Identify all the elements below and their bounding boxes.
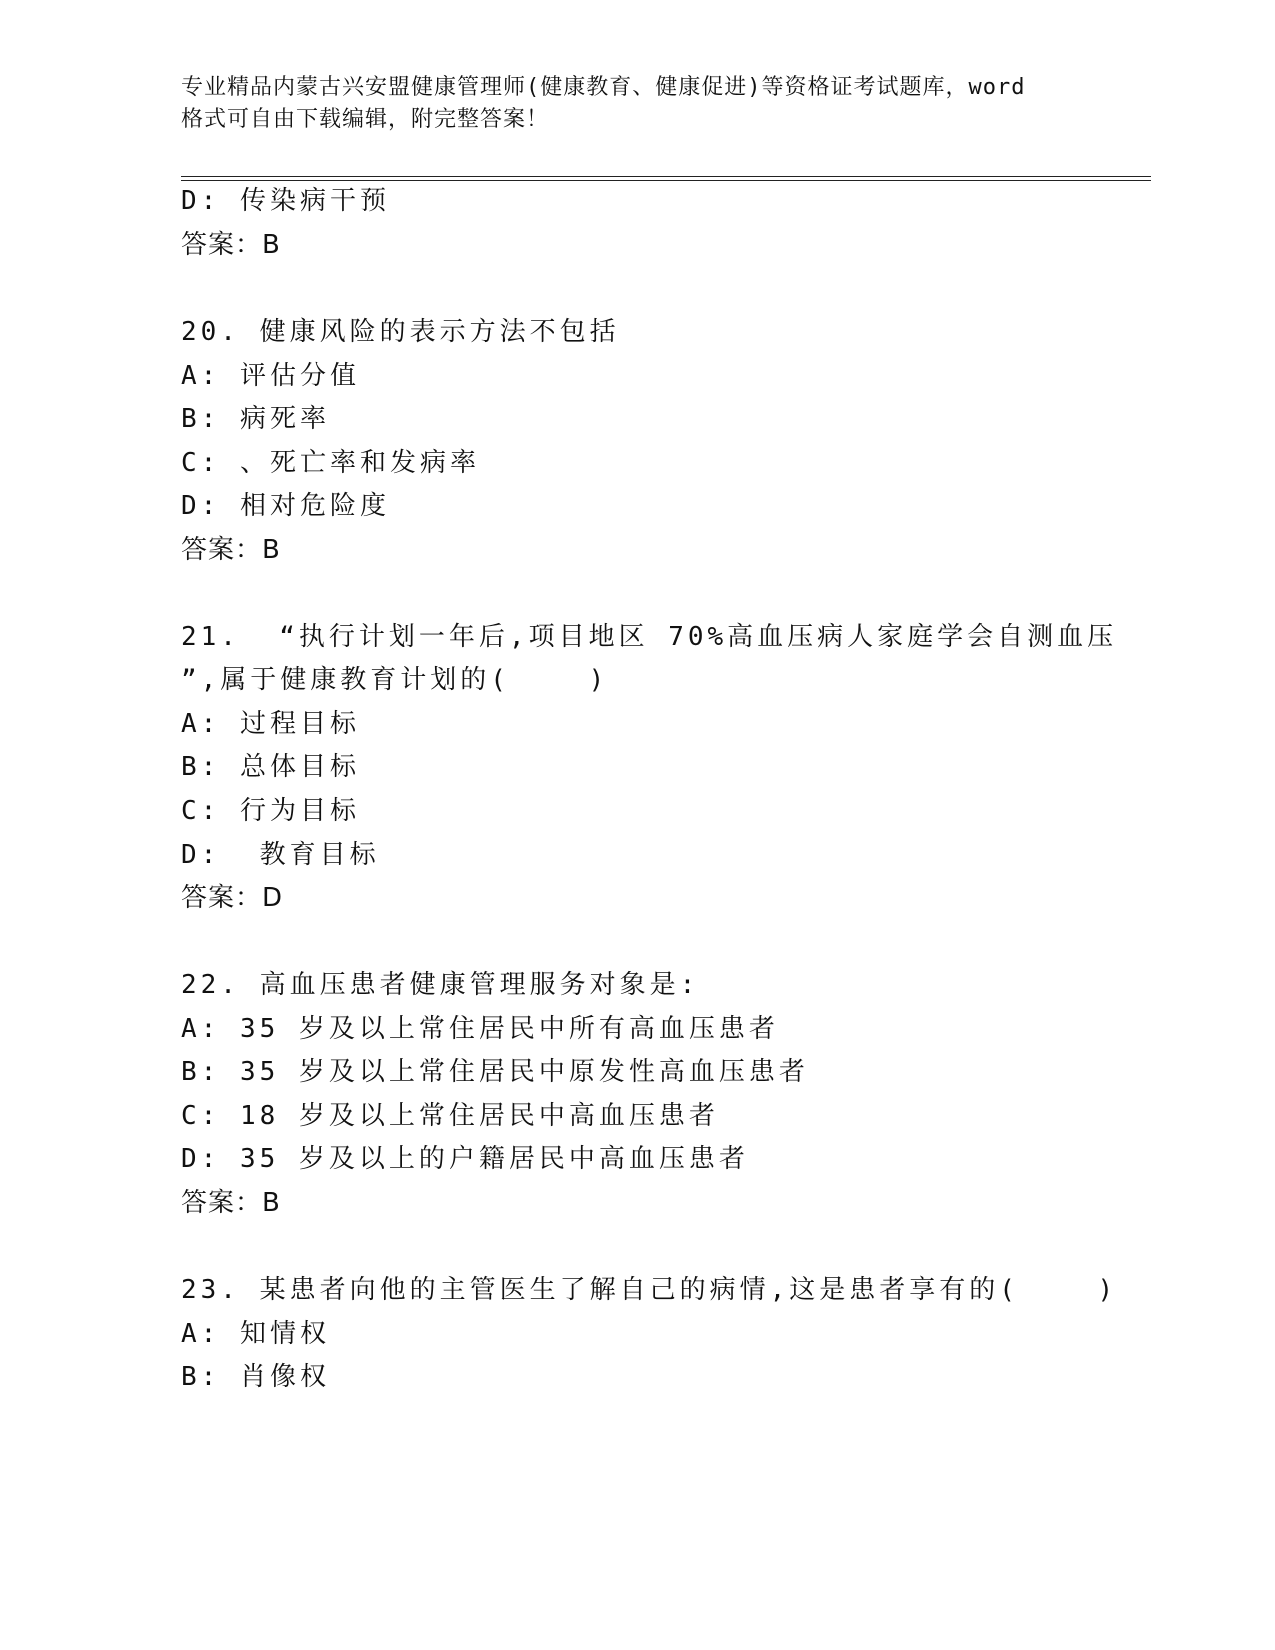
q23-option-b: B: 肖像权: [181, 1362, 330, 1392]
q22-option-a: A: 35 岁及以上常住居民中所有高血压患者: [181, 1014, 779, 1044]
q19-answer: 答案：B: [181, 230, 281, 260]
q20-option-b: B: 病死率: [181, 404, 330, 434]
header-line-2: 格式可自由下载编辑，附完整答案！: [181, 107, 550, 132]
q22-option-c: C: 18 岁及以上常住居民中高血压患者: [181, 1101, 719, 1131]
document-header: [181, 72, 1081, 136]
q21-option-d: D: 教育目标: [181, 840, 380, 870]
q20-option-a: A: 评估分值: [181, 361, 360, 391]
q21-stem-line-2: ”,属于健康教育计划的( ): [181, 665, 609, 695]
q20-option-c: C: 、死亡率和发病率: [181, 448, 480, 478]
q22-stem: 22. 高血压患者健康管理服务对象是:: [181, 970, 700, 1000]
q20-option-d: D: 相对危险度: [181, 491, 390, 521]
q21-stem-line-1: 21. “执行计划一年后,项目地区 70%高血压病人家庭学会自测血压: [181, 622, 1118, 652]
q19-option-d: D: 传染病干预: [181, 186, 390, 216]
header-line-1: 专业精品内蒙古兴安盟健康管理师(健康教育、健康促进)等资格证考试题库，word: [181, 75, 1026, 100]
q22-option-d: D: 35 岁及以上的户籍居民中高血压患者: [181, 1144, 749, 1174]
q20-answer: 答案：B: [181, 535, 281, 565]
q21-option-a: A: 过程目标: [181, 709, 360, 739]
q20-stem: 20. 健康风险的表示方法不包括: [181, 317, 620, 347]
q23-stem: 23. 某患者向他的主管医生了解自己的病情,这是患者享有的( ): [181, 1275, 1118, 1305]
q21-option-c: C: 行为目标: [181, 796, 360, 826]
q21-option-b: B: 总体目标: [181, 752, 360, 782]
q22-option-b: B: 35 岁及以上常住居民中原发性高血压患者: [181, 1057, 809, 1087]
header-double-rule: [181, 176, 1151, 181]
q22-answer: 答案：B: [181, 1188, 281, 1218]
q23-option-a: A: 知情权: [181, 1319, 330, 1349]
q21-answer: 答案：D: [181, 883, 284, 913]
